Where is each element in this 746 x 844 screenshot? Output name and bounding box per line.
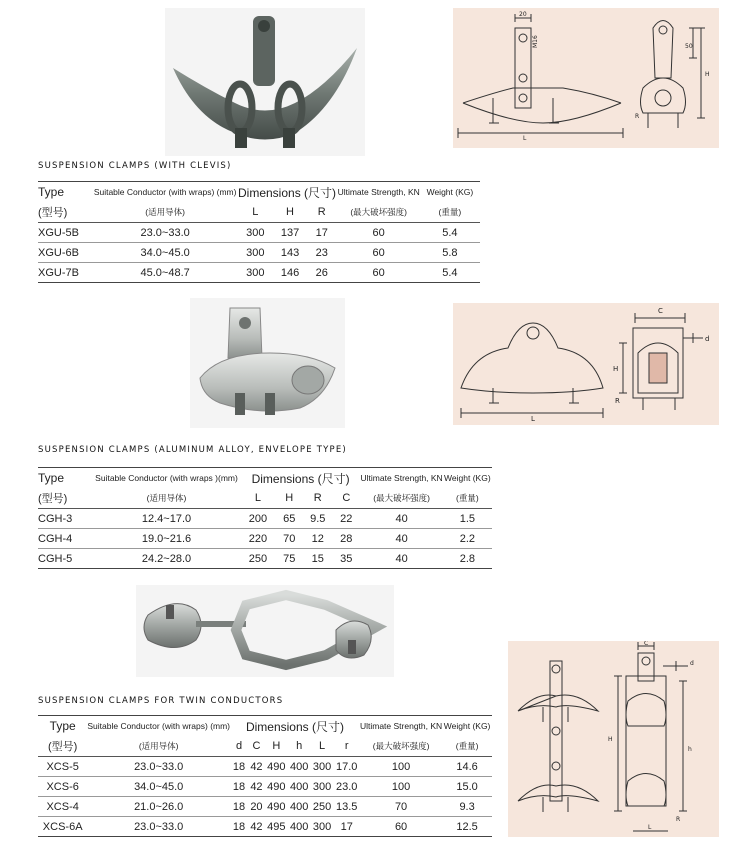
subheader: (最大破坏强度) [372,741,430,751]
cell: 2.2 [443,529,492,549]
cell: XCS-6 [38,777,87,797]
header-weight: Weight (KG) [443,721,491,731]
cell: 23.0~33.0 [87,817,230,837]
cell: 35 [332,549,360,569]
envelope-clamp-drawing [453,303,719,425]
cell: 12.4~17.0 [92,509,240,529]
cell: 13.5 [333,797,359,817]
subheader: (重量) [456,493,479,503]
cell: 45.0~48.7 [94,263,237,283]
cell: 200 [241,509,275,529]
cell: 60 [360,817,442,837]
cell: 42 [248,817,265,837]
cell: 40 [361,509,443,529]
subheader: (适用导体) [146,493,187,503]
drawing-label: C [644,641,649,647]
cell: 18 [230,757,248,777]
cell: 34.0~45.0 [94,243,237,263]
cell: 18 [230,797,248,817]
cell: 146 [274,263,306,283]
subheader: L [254,492,261,504]
cell: 220 [241,529,275,549]
cell: 9.5 [303,509,332,529]
header-type: Type [38,471,65,485]
subheader: C [252,740,261,752]
drawing-label: L [648,824,652,831]
cell: 40 [361,529,443,549]
drawing-label: M16 [532,35,539,48]
subheader: (最大破坏强度) [373,493,430,503]
table-row [38,509,492,529]
drawing-label: L [531,415,535,423]
cell: 42 [248,757,265,777]
subheader: L [252,206,259,218]
cell: 490 [265,797,288,817]
cell: 490 [265,757,288,777]
subheader: (重量) [455,741,479,751]
table-row [38,757,492,777]
cell: 60 [338,263,420,283]
cell: 17 [306,223,338,243]
drawing-label: R [635,113,640,120]
subheader: (型号) [48,741,78,753]
table-row [38,549,492,569]
cell: 34.0~45.0 [87,777,230,797]
drawing-label: H [613,365,619,373]
subheader: (最大破坏强度) [350,207,408,217]
drawing-label: C [658,307,663,315]
drawing-label: R [676,816,681,823]
cell: CGH-5 [38,549,92,569]
cell: 22 [332,509,360,529]
cell: 300 [236,243,274,263]
table-row [38,797,492,817]
header-conductor: Suitable Conductor (with wraps) (mm) [93,187,237,197]
cell: 17 [333,817,359,837]
table-row [38,529,492,549]
cell: 14.6 [442,757,492,777]
clevis-clamp-drawing [453,8,719,148]
cell: 15 [303,549,332,569]
drawing-label: d [705,335,710,343]
cell: 23.0~33.0 [94,223,237,243]
section-title: SUSPENSION CLAMPS FOR TWIN CONDUCTORS [38,696,284,706]
cell: 60 [338,223,420,243]
cell: XGU-7B [38,263,94,283]
header-type: Type [49,719,76,733]
header-type: Type [38,185,65,199]
cell: 17.0 [333,757,359,777]
header-dimensions: Dimensions (尺寸) [238,185,337,200]
subheader: h [296,740,303,752]
subheader: H [272,740,281,752]
subheader: C [342,492,351,504]
cell: 12.5 [442,817,492,837]
cell: 23.0 [333,777,359,797]
table-row [38,223,480,243]
subheader: (重量) [438,207,462,217]
table-row [38,777,492,797]
subheader: H [286,206,294,218]
twin-clamp-photo [136,585,394,677]
cell: 137 [274,223,306,243]
cell: 400 [288,757,311,777]
subheader: R [317,206,326,218]
cell: 300 [311,817,334,837]
cell: 18 [230,777,248,797]
cell: 250 [241,549,275,569]
cell: 300 [236,223,274,243]
cell: 400 [288,817,311,837]
cell: 100 [360,777,442,797]
drawing-label: d [690,660,694,667]
cell: 100 [360,757,442,777]
header-strength: Ultimate Strength, KN [359,721,443,731]
cell: 400 [288,777,311,797]
cell: 400 [288,797,311,817]
cell: 70 [275,529,303,549]
cell: 23.0~33.0 [87,757,230,777]
table-row [38,817,492,837]
header-dimensions: Dimensions (尺寸) [245,719,344,734]
drawing-label: L [523,135,527,142]
header-conductor: Suitable Conductor (with wraps) (mm) [87,721,231,731]
cell: 300 [236,263,274,283]
subheader: r [344,740,349,752]
cell: 60 [338,243,420,263]
cell: 23 [306,243,338,263]
table-row [38,243,480,263]
drawing-label: R [615,397,620,405]
cell: 490 [265,777,288,797]
cell: 18 [230,817,248,837]
header-strength: Ultimate Strength, KN [337,187,420,197]
cell: 250 [311,797,334,817]
header-conductor: Suitable Conductor (with wraps )(mm) [95,473,238,483]
cell: 19.0~21.6 [92,529,240,549]
cell: 143 [274,243,306,263]
subheader: d [235,740,243,752]
cell: XCS-4 [38,797,87,817]
drawing-label: h [688,746,692,753]
cell: 5.4 [420,263,480,283]
table-row [38,263,480,283]
cell: 2.8 [443,549,492,569]
section-title: SUSPENSION CLAMPS (WITH CLEVIS) [38,161,232,171]
cell: 70 [360,797,442,817]
drawing-label: H [608,736,613,743]
cell: 40 [361,549,443,569]
cell: XCS-6A [38,817,87,837]
cell: 26 [306,263,338,283]
cell: 42 [248,777,265,797]
cell: 15.0 [442,777,492,797]
header-weight: Weight (KG) [444,473,491,483]
header-dimensions: Dimensions (尺寸) [251,471,350,486]
cell: XCS-5 [38,757,87,777]
section-title: SUSPENSION CLAMPS (ALUMINUM ALLOY, ENVELOPE TYPE) [38,445,347,455]
cell: 24.2~28.0 [92,549,240,569]
cell: 9.3 [442,797,492,817]
drawing-label: H [705,71,710,78]
subheader: (型号) [38,493,68,505]
cell: XGU-5B [38,223,94,243]
clevis-clamp-photo [165,8,365,156]
cell: CGH-3 [38,509,92,529]
cell: 1.5 [443,509,492,529]
envelope-clamp-photo [190,298,345,428]
cell: 28 [332,529,360,549]
twin-clamp-drawing [508,641,719,837]
drawing-label: 20 [519,11,527,18]
header-weight: Weight (KG) [426,187,474,197]
header-strength: Ultimate Strength, KN [360,473,443,483]
cell: 5.8 [420,243,480,263]
spec-table-clevis [38,181,480,283]
spec-table-twin [38,715,492,837]
cell: 65 [275,509,303,529]
subheader: R [313,492,322,504]
cell: 21.0~26.0 [87,797,230,817]
cell: 300 [311,777,334,797]
cell: 12 [303,529,332,549]
cell: XGU-6B [38,243,94,263]
cell: CGH-4 [38,529,92,549]
subheader: L [318,740,326,752]
subheader: (适用导体) [138,741,179,751]
spec-table-envelope [38,467,492,569]
cell: 5.4 [420,223,480,243]
drawing-label: 50 [685,43,693,50]
cell: 20 [248,797,265,817]
subheader: (型号) [38,207,68,219]
subheader: H [285,492,294,504]
cell: 300 [311,757,334,777]
cell: 75 [275,549,303,569]
subheader: (适用导体) [145,207,185,217]
cell: 495 [265,817,288,837]
